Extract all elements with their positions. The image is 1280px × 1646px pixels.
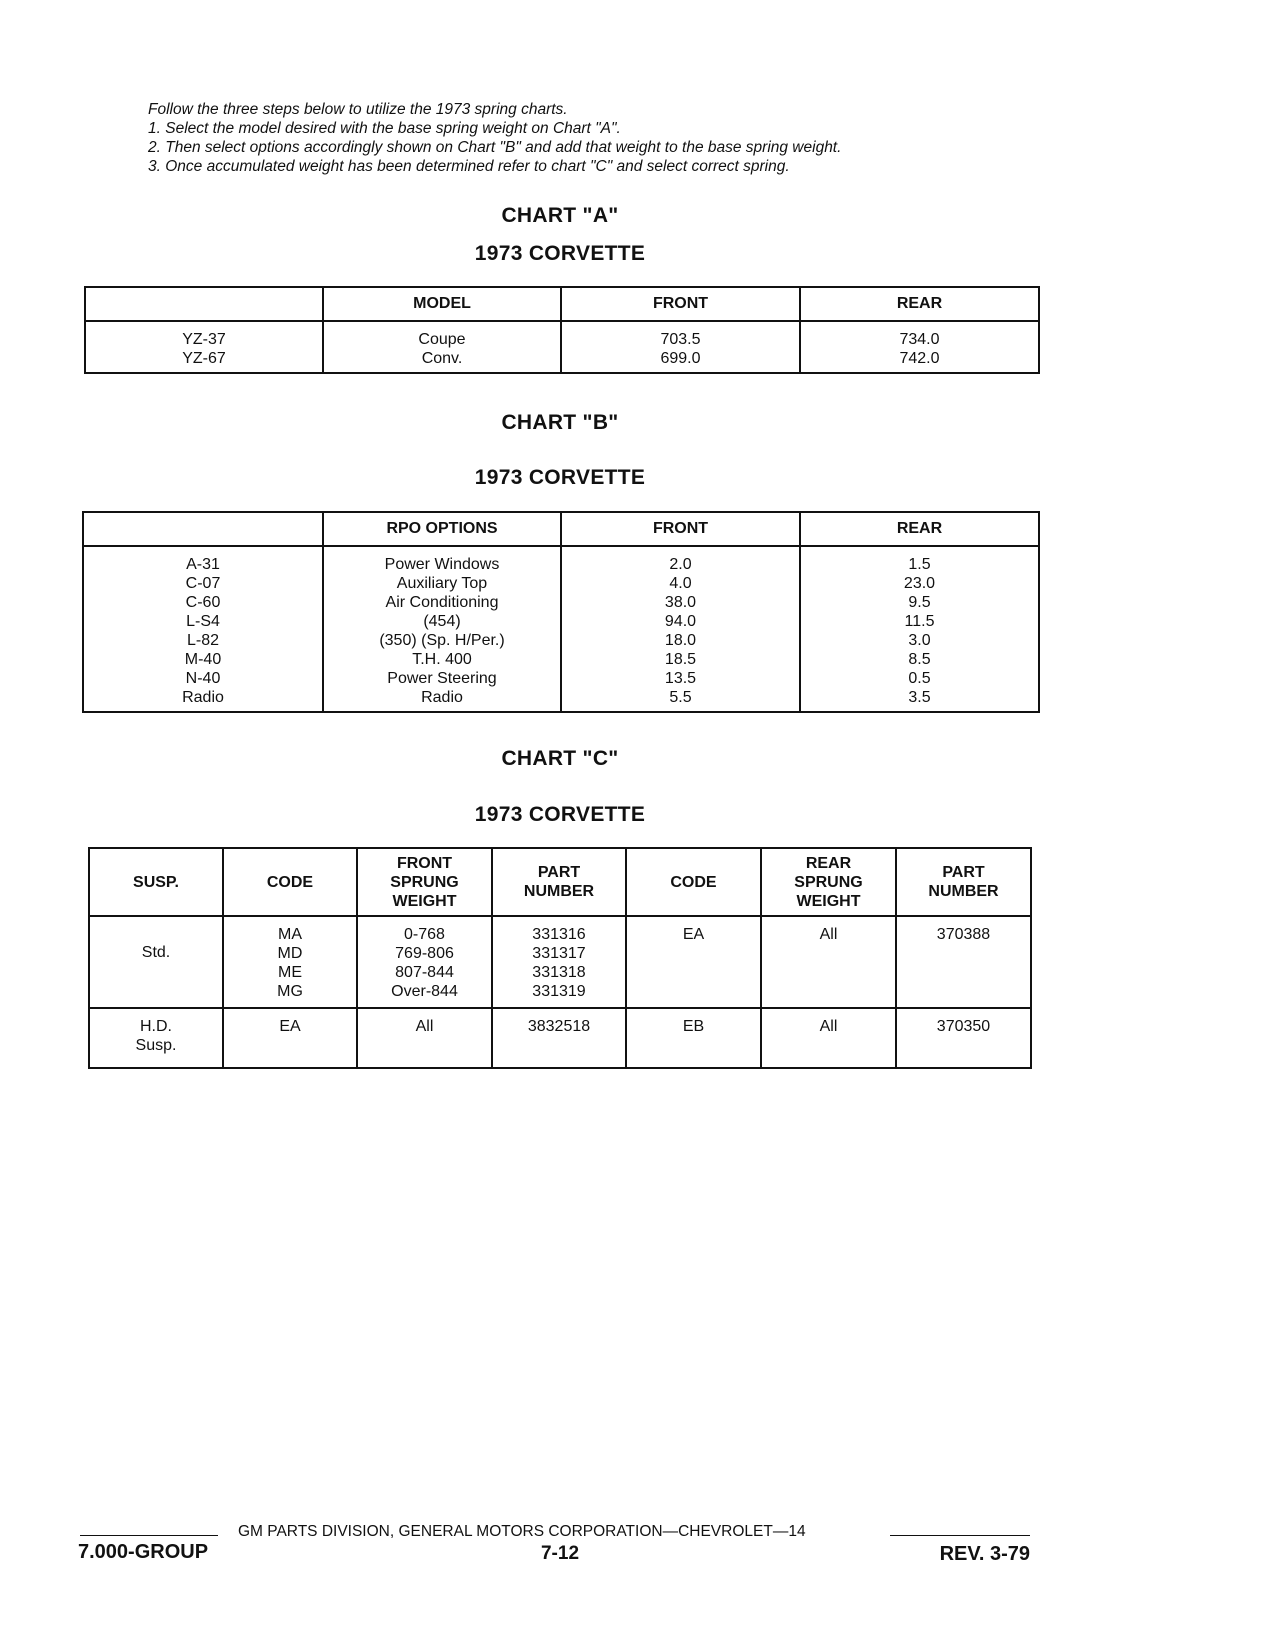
front-part-cell [492, 916, 626, 1008]
column-header [85, 287, 323, 321]
chart-b-table [82, 511, 1040, 713]
cell-line: A-31 [186, 556, 220, 573]
table-header-row [89, 848, 1031, 916]
cell-line: 331316 [532, 926, 586, 943]
table-row [89, 1008, 1031, 1068]
cell-line: MD [277, 945, 303, 962]
footer-rule-left [80, 1535, 218, 1536]
front-weight-cell [357, 1008, 492, 1068]
column-header: FRONT [561, 287, 800, 321]
chart-a-title: 1973 CORVETTE [474, 242, 646, 265]
table-header-row [83, 512, 1039, 546]
cell-line: Power Steering [387, 670, 497, 687]
cell-line: 4.0 [669, 575, 692, 592]
rear-cell [800, 321, 1039, 373]
cell-line: 370350 [936, 1018, 991, 1035]
chart-a-label: CHART "A" [501, 204, 619, 227]
rear-weight-cell [761, 1008, 896, 1068]
cell-line: C-60 [185, 594, 221, 611]
susp-cell [89, 916, 223, 1008]
cell-line: H.D. [140, 1018, 172, 1035]
cell-line: L-82 [186, 632, 220, 649]
cell-line: ME [278, 964, 302, 981]
cell-line: 11.5 [904, 613, 935, 630]
rear-code-cell [626, 1008, 761, 1068]
cell-line: 3.0 [908, 632, 931, 649]
cell-line: 699.0 [660, 350, 701, 367]
footer-page-number: 7-12 [540, 1543, 580, 1564]
column-header [492, 848, 626, 916]
cell-line: Conv. [421, 350, 463, 367]
susp-cell [89, 1008, 223, 1068]
column-header: RPO OPTIONS [323, 512, 561, 546]
cell-line: 331319 [532, 983, 586, 1000]
header-line: WEIGHT [796, 892, 861, 910]
header-line: SUSP. [133, 873, 179, 891]
table-row [83, 546, 1039, 712]
cell-line: Coupe [418, 331, 466, 348]
rear-code-cell [626, 916, 761, 1008]
chart-c-table [88, 847, 1032, 1069]
chart-b-label: CHART "B" [501, 411, 619, 434]
footer-rule-right [890, 1535, 1030, 1536]
code-cell [223, 916, 357, 1008]
column-header: MODEL [323, 287, 561, 321]
footer-revision: REV. 3-79 [939, 1543, 1030, 1565]
instructions-intro: Follow the three steps below to utilize the 1973 spring charts. [148, 101, 568, 118]
cell-line: Std. [141, 944, 171, 961]
instruction-step: 1. Select the model desired with the base spring weight on Chart "A". [148, 120, 621, 137]
header-line: PART [942, 864, 985, 881]
code-cell [223, 1008, 357, 1068]
cell-line: 0-768 [404, 926, 445, 943]
front-cell [561, 546, 800, 712]
cell-line: 38.0 [664, 594, 697, 611]
cell-line: 2.0 [669, 556, 692, 573]
column-header [761, 848, 896, 916]
cell-line: EA [279, 1018, 301, 1035]
footer-division: GM PARTS DIVISION, GENERAL MOTORS CORPORATION—CHEVROLET—14 [238, 1523, 806, 1540]
cell-line: All [819, 1018, 838, 1035]
header-line: FRONT [396, 854, 453, 872]
header-line: SPRUNG [390, 873, 459, 891]
cell-line: Radio [421, 689, 463, 706]
column-header [83, 512, 323, 546]
footer-group: 7.000-GROUP [78, 1541, 209, 1563]
instruction-step: 2. Then select options accordingly shown on Chart "B" and add that weight to the base spring weight. [148, 139, 842, 156]
cell-line: 18.5 [664, 651, 697, 668]
header-line: WEIGHT [392, 892, 457, 910]
chart-c-label: CHART "C" [501, 747, 619, 770]
cell-line: YZ-37 [182, 331, 226, 348]
cell-line: Air Conditioning [385, 594, 499, 611]
cell-line: 742.0 [899, 350, 940, 367]
cell-line: 3832518 [527, 1018, 591, 1035]
rpo-option-cell [323, 546, 561, 712]
column-header: REAR [800, 512, 1039, 546]
cell-line: 13.5 [664, 670, 697, 687]
cell-line: 23.0 [903, 575, 936, 592]
chart-c-title: 1973 CORVETTE [474, 803, 646, 826]
instructions [148, 100, 1028, 176]
chart-b-title: 1973 CORVETTE [474, 466, 646, 489]
column-header [89, 848, 223, 916]
cell-line: C-07 [185, 575, 221, 592]
cell-line: (350) (Sp. H/Per.) [379, 632, 505, 649]
rpo-code-cell [83, 546, 323, 712]
cell-line: 18.0 [664, 632, 697, 649]
cell-line: 331318 [532, 964, 586, 981]
table-row [85, 321, 1039, 373]
cell-line: N-40 [185, 670, 221, 687]
cell-line: MG [277, 983, 303, 1000]
model-cell [323, 321, 561, 373]
cell-line: Susp. [135, 1037, 177, 1054]
header-line: CODE [266, 873, 314, 891]
cell-line: EB [682, 1018, 705, 1035]
cell-line: 1.5 [908, 556, 931, 573]
cell-line: T.H. 400 [412, 651, 472, 668]
cell-line: 807-844 [395, 964, 454, 981]
cell-line: YZ-67 [182, 350, 226, 367]
instruction-step: 3. Once accumulated weight has been determined refer to chart "C" and select correct spring. [148, 158, 790, 175]
column-header [626, 848, 761, 916]
cell-line: 9.5 [908, 594, 931, 611]
rear-part-cell [896, 1008, 1031, 1068]
column-header [357, 848, 492, 916]
table-header-row [85, 287, 1039, 321]
cell-line: Radio [182, 689, 224, 706]
cell-line: 8.5 [908, 651, 931, 668]
cell-line: (454) [423, 613, 461, 630]
rear-weight-cell [761, 916, 896, 1008]
table-row [89, 916, 1031, 1008]
header-line: PART [537, 864, 581, 881]
front-cell [561, 321, 800, 373]
cell-line: 5.5 [669, 689, 692, 706]
cell-line: 734.0 [899, 331, 940, 348]
cell-line: 3.5 [908, 689, 931, 706]
column-header: REAR [800, 287, 1039, 321]
front-part-cell [492, 1008, 626, 1068]
cell-line: 769-806 [395, 945, 454, 962]
column-header [223, 848, 357, 916]
cell-line: Auxiliary Top [396, 575, 488, 592]
cell-line: 94.0 [664, 613, 697, 630]
rear-cell [800, 546, 1039, 712]
cell-line: M-40 [184, 651, 222, 668]
model-code-cell [85, 321, 323, 373]
cell-line: 0.5 [908, 670, 931, 687]
header-line: SPRUNG [794, 873, 863, 891]
column-header: FRONT [561, 512, 800, 546]
cell-line: Power Windows [384, 556, 500, 573]
header-line: NUMBER [928, 883, 999, 900]
rear-part-cell [896, 916, 1031, 1008]
header-line: CODE [670, 873, 717, 891]
cell-line: Over-844 [391, 983, 458, 1000]
cell-line: L-S4 [186, 613, 220, 630]
cell-line: 703.5 [660, 331, 701, 348]
chart-a-table [84, 286, 1040, 374]
cell-line: MA [278, 926, 302, 943]
cell-line: 331317 [532, 945, 586, 962]
column-header [896, 848, 1031, 916]
cell-line: All [415, 1018, 434, 1035]
cell-line: EA [682, 926, 705, 943]
header-line: NUMBER [523, 883, 595, 900]
header-line: REAR [805, 854, 852, 872]
front-weight-cell [357, 916, 492, 1008]
cell-line: 370388 [936, 926, 991, 943]
cell-line: All [819, 926, 838, 943]
